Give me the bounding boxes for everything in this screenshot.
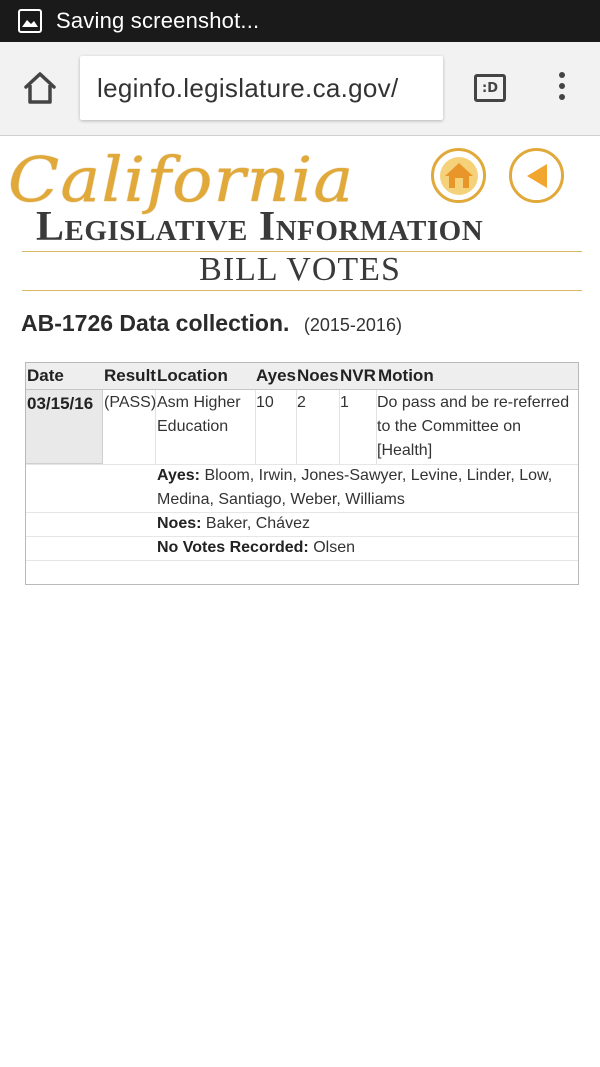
logo-script-text: California	[8, 143, 355, 216]
header-result: Result	[104, 366, 156, 385]
header-date: Date	[27, 366, 64, 385]
nvr-names: Olsen	[313, 539, 355, 556]
vote-date: 03/15/16	[27, 394, 94, 413]
nvr-detail	[157, 536, 575, 560]
noes-names: Baker, Chávez	[205, 515, 310, 532]
bill-title: AB-1726 Data collection.	[21, 310, 290, 336]
browser-home-icon[interactable]	[20, 68, 60, 108]
site-home-button[interactable]	[431, 148, 486, 203]
ayes-detail	[157, 464, 575, 512]
vote-location: Asm Higher Education	[157, 394, 241, 435]
bill-heading	[21, 310, 402, 337]
date-cell	[26, 390, 103, 464]
logo-divider-bottom	[22, 290, 582, 291]
browser-toolbar	[0, 42, 600, 136]
home-icon	[439, 156, 479, 196]
logo-title-text: Legislative Information	[36, 204, 484, 250]
table-header-row	[26, 363, 578, 390]
row-divider	[26, 560, 578, 561]
overflow-menu-icon[interactable]	[552, 72, 572, 104]
back-button[interactable]	[509, 148, 564, 203]
tabs-label: :D	[482, 80, 498, 96]
header-ayes: Ayes	[256, 366, 297, 385]
header-motion: Motion	[378, 366, 434, 385]
vote-result: (PASS)	[104, 394, 157, 411]
page-title: BILL VOTES	[199, 251, 401, 288]
url-text: leginfo.legislature.ca.gov/	[97, 72, 399, 103]
header-location: Location	[157, 366, 228, 385]
ayes-names: Bloom, Irwin, Jones-Sawyer, Levine, Linder, Low, Medina, Santiago, Weber, Williams	[157, 467, 553, 508]
noes-label: Noes:	[157, 515, 202, 532]
vote-ayes-count: 10	[256, 394, 274, 411]
tabs-switcher-button[interactable]	[474, 74, 506, 102]
back-arrow-icon	[520, 159, 554, 193]
vote-nvr-count: 1	[340, 394, 349, 411]
image-icon	[18, 9, 42, 33]
nvr-label: No Votes Recorded:	[157, 539, 309, 556]
status-text: Saving screenshot...	[56, 8, 260, 33]
noes-detail	[157, 512, 575, 536]
vote-noes-count: 2	[297, 394, 306, 411]
ayes-label: Ayes:	[157, 467, 200, 484]
status-bar	[0, 0, 600, 42]
header-noes: Noes	[297, 366, 339, 385]
url-field[interactable]	[80, 56, 443, 120]
header-nvr: NVR	[340, 366, 376, 385]
site-logo[interactable]	[0, 137, 600, 297]
bill-session: (2015-2016)	[303, 315, 402, 335]
votes-table	[25, 362, 579, 585]
vote-motion: Do pass and be re-referred to the Committee on [Health]	[377, 394, 570, 459]
